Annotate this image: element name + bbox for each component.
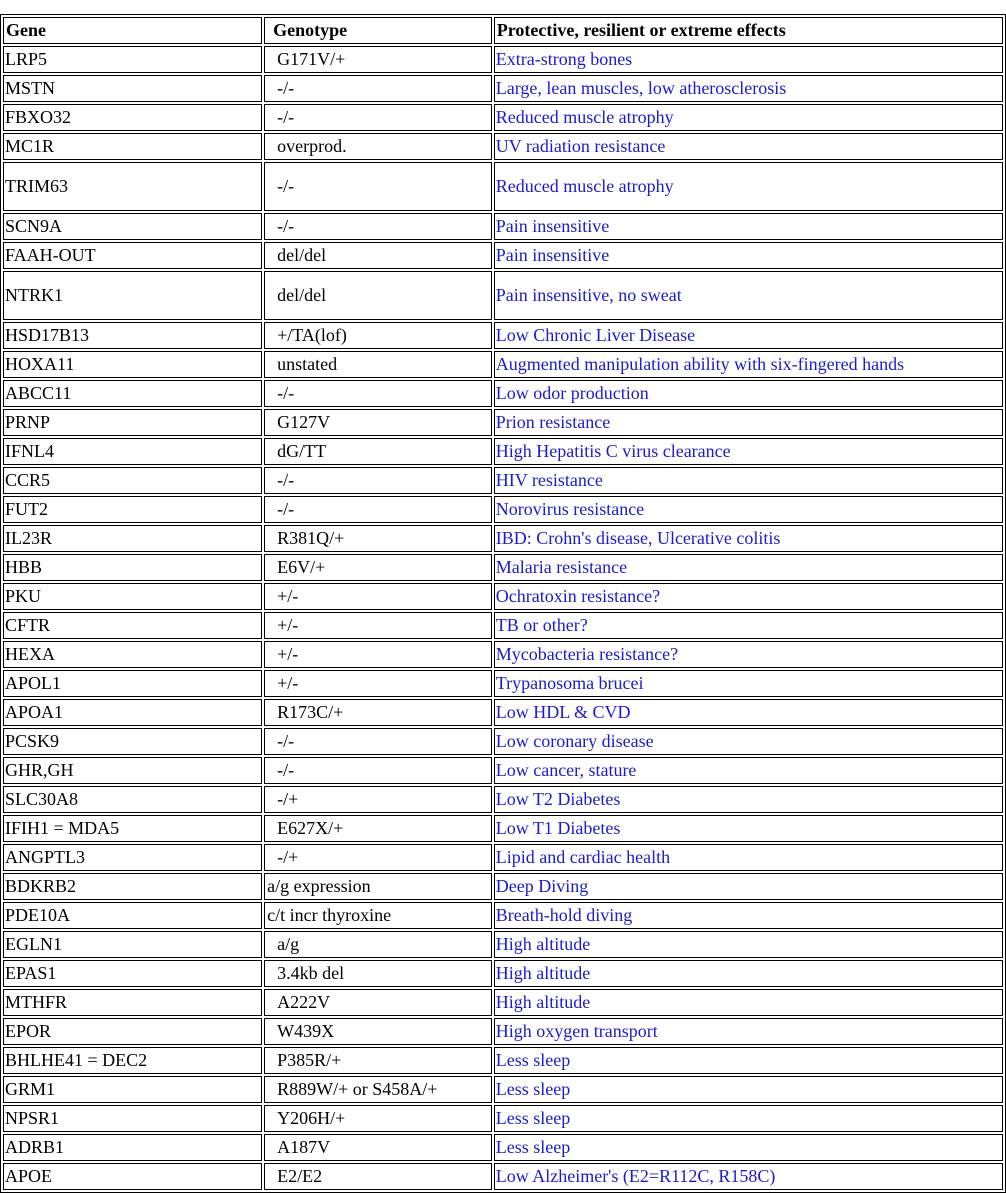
table-body [3, 46, 1003, 1190]
effect-link[interactable]: UV radiation resistance [495, 136, 666, 156]
genotype-cell: c/t incr thyroxine [264, 902, 492, 929]
effect-cell [494, 409, 1003, 436]
genotype-cell: +/- [264, 641, 492, 668]
table-row [3, 351, 1003, 378]
gene-cell: APOL1 [3, 670, 262, 697]
genotype-cell: -/- [264, 757, 492, 784]
effect-link[interactable]: High altitude [495, 934, 591, 954]
effect-cell [494, 641, 1003, 668]
header-effect: Protective, resilient or extreme effects [494, 17, 1003, 44]
gene-cell: CCR5 [3, 467, 262, 494]
effect-link[interactable]: Low Chronic Liver Disease [495, 325, 696, 345]
effect-link[interactable]: IBD: Crohn's disease, Ulcerative colitis [495, 528, 781, 548]
effect-link[interactable]: Breath-hold diving [495, 905, 633, 925]
effect-cell [494, 1163, 1003, 1190]
effect-link[interactable]: HIV resistance [495, 470, 603, 490]
effect-cell [494, 351, 1003, 378]
gene-cell: APOE [3, 1163, 262, 1190]
effect-cell [494, 989, 1003, 1016]
gene-cell: MC1R [3, 133, 262, 160]
table-row [3, 242, 1003, 269]
genotype-cell: G127V [264, 409, 492, 436]
genotype-cell: +/- [264, 612, 492, 639]
genotype-cell: a/g [264, 931, 492, 958]
gene-cell: HOXA11 [3, 351, 262, 378]
genotype-cell: +/- [264, 670, 492, 697]
genotype-cell: E6V/+ [264, 554, 492, 581]
effect-link[interactable]: High Hepatitis C virus clearance [495, 441, 731, 461]
table-row [3, 699, 1003, 726]
effect-cell [494, 902, 1003, 929]
gene-cell: ABCC11 [3, 380, 262, 407]
gene-cell: EGLN1 [3, 931, 262, 958]
table-row [3, 438, 1003, 465]
effect-link[interactable]: Low T1 Diabetes [495, 818, 621, 838]
effect-link[interactable]: High altitude [495, 992, 591, 1012]
gene-cell: ADRB1 [3, 1134, 262, 1161]
table-row [3, 989, 1003, 1016]
genotype-cell: R889W/+ or S458A/+ [264, 1076, 492, 1103]
genotype-cell: a/g expression [264, 873, 492, 900]
genotype-cell: A187V [264, 1134, 492, 1161]
effect-cell [494, 670, 1003, 697]
effect-cell [494, 1105, 1003, 1132]
genotype-cell: R173C/+ [264, 699, 492, 726]
gene-cell: NTRK1 [3, 271, 262, 320]
gene-cell: SCN9A [3, 213, 262, 240]
gene-cell: TRIM63 [3, 162, 262, 211]
effect-link[interactable]: Reduced muscle atrophy [495, 176, 674, 196]
gene-cell: EPOR [3, 1018, 262, 1045]
table-row [3, 271, 1003, 320]
table-row [3, 554, 1003, 581]
effect-link[interactable]: Mycobacteria resistance? [495, 644, 679, 664]
effect-cell [494, 1018, 1003, 1045]
genotype-cell: -/- [264, 380, 492, 407]
effect-cell [494, 525, 1003, 552]
table-row [3, 670, 1003, 697]
genotype-cell: unstated [264, 351, 492, 378]
gene-cell: LRP5 [3, 46, 262, 73]
gene-cell: CFTR [3, 612, 262, 639]
genotype-cell: -/- [264, 213, 492, 240]
effect-link[interactable]: Prion resistance [495, 412, 611, 432]
genotype-cell: P385R/+ [264, 1047, 492, 1074]
effect-cell [494, 873, 1003, 900]
gene-cell: HSD17B13 [3, 322, 262, 349]
gene-cell: PRNP [3, 409, 262, 436]
gene-cell: PCSK9 [3, 728, 262, 755]
effect-link[interactable]: Ochratoxin resistance? [495, 586, 661, 606]
effect-cell [494, 786, 1003, 813]
genotype-cell: 3.4kb del [264, 960, 492, 987]
table-row [3, 1163, 1003, 1190]
table-row [3, 1018, 1003, 1045]
effect-link[interactable]: Low cancer, stature [495, 760, 637, 780]
effect-cell [494, 612, 1003, 639]
genotype-cell: +/- [264, 583, 492, 610]
gene-cell: ANGPTL3 [3, 844, 262, 871]
gene-effects-table [0, 14, 1006, 1193]
table-row [3, 1134, 1003, 1161]
genotype-cell: -/- [264, 728, 492, 755]
table-row [3, 213, 1003, 240]
gene-cell: PDE10A [3, 902, 262, 929]
genotype-cell: G171V/+ [264, 46, 492, 73]
genotype-cell: del/del [264, 271, 492, 320]
effect-cell [494, 583, 1003, 610]
gene-cell: IFIH1 = MDA5 [3, 815, 262, 842]
table-row [3, 1105, 1003, 1132]
effect-cell [494, 322, 1003, 349]
effect-cell [494, 213, 1003, 240]
genotype-cell: Y206H/+ [264, 1105, 492, 1132]
effect-link[interactable]: Less sleep [495, 1079, 571, 1099]
table-row [3, 612, 1003, 639]
effect-cell [494, 438, 1003, 465]
gene-cell: FAAH-OUT [3, 242, 262, 269]
genotype-cell: -/- [264, 75, 492, 102]
table-row [3, 467, 1003, 494]
genotype-cell: overprod. [264, 133, 492, 160]
gene-cell: MTHFR [3, 989, 262, 1016]
effect-link[interactable]: Low odor production [495, 383, 649, 403]
effect-cell [494, 496, 1003, 523]
genotype-cell: del/del [264, 242, 492, 269]
genotype-cell: -/- [264, 162, 492, 211]
effect-cell [494, 271, 1003, 320]
gene-cell: GHR,GH [3, 757, 262, 784]
table-row [3, 844, 1003, 871]
effect-cell [494, 931, 1003, 958]
effect-link[interactable]: Low Alzheimer's (E2=R112C, R158C) [495, 1166, 776, 1186]
genotype-cell: A222V [264, 989, 492, 1016]
effect-cell [494, 380, 1003, 407]
genotype-cell: W439X [264, 1018, 492, 1045]
table-row [3, 409, 1003, 436]
effect-link[interactable]: Norovirus resistance [495, 499, 645, 519]
header-gene: Gene [3, 17, 262, 44]
effect-link[interactable]: Low coronary disease [495, 731, 654, 751]
table-row [3, 380, 1003, 407]
effect-cell [494, 162, 1003, 211]
effect-cell [494, 75, 1003, 102]
effect-link[interactable]: Pain insensitive [495, 216, 610, 236]
effect-cell [494, 728, 1003, 755]
gene-cell: IFNL4 [3, 438, 262, 465]
table-row [3, 496, 1003, 523]
effect-link[interactable]: Pain insensitive [495, 245, 610, 265]
effect-link[interactable]: Deep Diving [495, 876, 589, 896]
table-row [3, 75, 1003, 102]
effect-link[interactable]: Augmented manipulation ability with six-fingered hands [495, 354, 905, 374]
effect-link[interactable]: Less sleep [495, 1108, 571, 1128]
genotype-cell: -/+ [264, 786, 492, 813]
table-row [3, 104, 1003, 131]
gene-cell: PKU [3, 583, 262, 610]
effect-link[interactable]: Less sleep [495, 1050, 571, 1070]
gene-cell: FUT2 [3, 496, 262, 523]
gene-cell: IL23R [3, 525, 262, 552]
gene-cell: EPAS1 [3, 960, 262, 987]
gene-cell: BHLHE41 = DEC2 [3, 1047, 262, 1074]
table-row [3, 931, 1003, 958]
effect-link[interactable]: TB or other? [495, 615, 588, 635]
effect-cell [494, 133, 1003, 160]
effect-cell [494, 815, 1003, 842]
genotype-cell: -/- [264, 467, 492, 494]
gene-cell: APOA1 [3, 699, 262, 726]
gene-cell: HBB [3, 554, 262, 581]
effect-link[interactable]: Low HDL & CVD [495, 702, 631, 722]
gene-cell: HEXA [3, 641, 262, 668]
gene-cell: MSTN [3, 75, 262, 102]
effect-cell [494, 467, 1003, 494]
table-row [3, 583, 1003, 610]
effect-cell [494, 1134, 1003, 1161]
effect-cell [494, 46, 1003, 73]
table-row [3, 525, 1003, 552]
effect-link[interactable]: Reduced muscle atrophy [495, 107, 674, 127]
effect-cell [494, 844, 1003, 871]
effect-cell [494, 1076, 1003, 1103]
effect-cell [494, 104, 1003, 131]
gene-cell: GRM1 [3, 1076, 262, 1103]
genotype-cell: +/TA(lof) [264, 322, 492, 349]
effect-link[interactable]: Lipid and cardiac health [495, 847, 671, 867]
table-row [3, 641, 1003, 668]
genotype-cell: R381Q/+ [264, 525, 492, 552]
header-genotype: Genotype [264, 17, 492, 44]
table-row [3, 728, 1003, 755]
effect-link[interactable]: Trypanosoma brucei [495, 673, 644, 693]
effect-cell [494, 960, 1003, 987]
table-row [3, 322, 1003, 349]
table-row [3, 46, 1003, 73]
gene-cell: FBXO32 [3, 104, 262, 131]
genotype-cell: -/+ [264, 844, 492, 871]
effect-link[interactable]: High altitude [495, 963, 591, 983]
effect-link[interactable]: Extra-strong bones [495, 49, 633, 69]
gene-cell: NPSR1 [3, 1105, 262, 1132]
table-row [3, 873, 1003, 900]
effect-cell [494, 1047, 1003, 1074]
gene-cell: BDKRB2 [3, 873, 262, 900]
effect-link[interactable]: Low T2 Diabetes [495, 789, 621, 809]
effect-cell [494, 554, 1003, 581]
table-row [3, 786, 1003, 813]
table-row [3, 902, 1003, 929]
effect-link[interactable]: Malaria resistance [495, 557, 628, 577]
effect-link[interactable]: High oxygen transport [495, 1021, 658, 1041]
table-row [3, 757, 1003, 784]
table-row [3, 133, 1003, 160]
genotype-cell: E627X/+ [264, 815, 492, 842]
effect-link[interactable]: Pain insensitive, no sweat [495, 285, 682, 305]
table-row [3, 1076, 1003, 1103]
genotype-cell: -/- [264, 496, 492, 523]
effect-cell [494, 699, 1003, 726]
table-row [3, 815, 1003, 842]
effect-cell [494, 757, 1003, 784]
effect-link[interactable]: Less sleep [495, 1137, 571, 1157]
effect-cell [494, 242, 1003, 269]
gene-cell: SLC30A8 [3, 786, 262, 813]
genotype-cell: E2/E2 [264, 1163, 492, 1190]
genotype-cell: -/- [264, 104, 492, 131]
table-row [3, 1047, 1003, 1074]
table-row [3, 960, 1003, 987]
genotype-cell: dG/TT [264, 438, 492, 465]
effect-link[interactable]: Large, lean muscles, low atherosclerosis [495, 78, 787, 98]
header-row [3, 17, 1003, 44]
table-row [3, 162, 1003, 211]
